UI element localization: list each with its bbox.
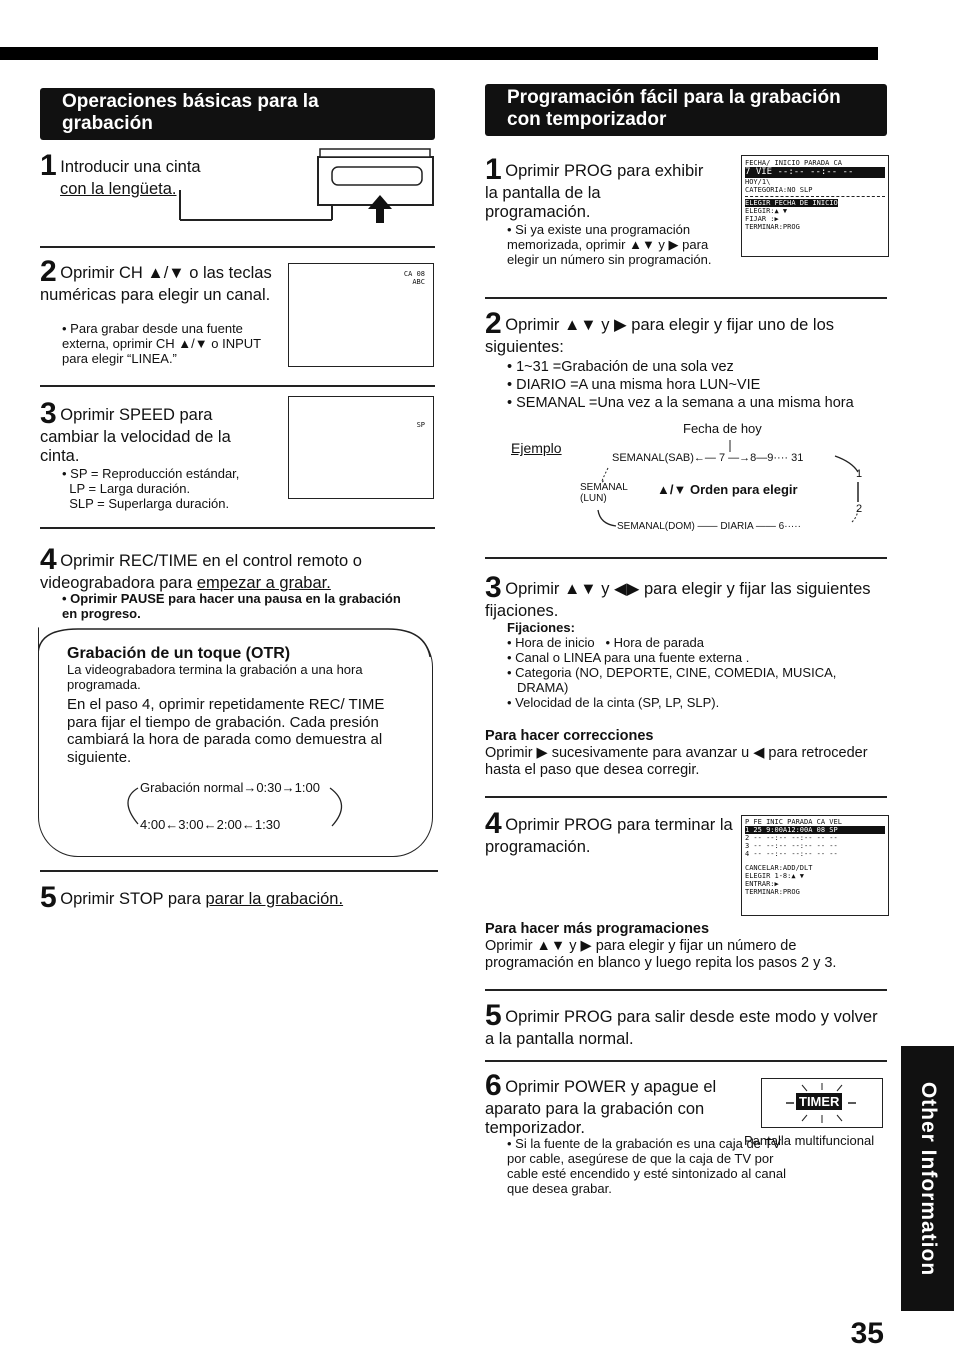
page-number: 35: [850, 1317, 884, 1350]
orden-label: ▲/▼ Orden para elegir: [657, 482, 798, 497]
divider: [485, 297, 887, 299]
divider: [40, 385, 435, 387]
section-side-tab: Other Information: [901, 1046, 954, 1311]
mas-programaciones-title: Para hacer más programaciones: [485, 921, 710, 937]
osd-program-list: P FE INIC PARADA CA VEL 1 25 9:00A12:00A 08 SP 2 -- --:-- --:-- -- -- 3 -- --:-- --:-- -- -- 4 -- --:-- --:-- -- -- CANCELAR:ADD/DLT ELEGIR 1-8:▲ ▼ ENTRAR:▶ TERMINAR:PROG: [741, 815, 889, 916]
otr-cycle-top: Grabación normal→0:30→1:00: [140, 780, 320, 795]
otr-cycle-bottom: 4:00←3:00←2:00←1:30: [140, 817, 281, 832]
cycle-2: 2: [856, 503, 863, 515]
display-caption: Pantalla multifuncional: [744, 1133, 875, 1148]
right-step-1: 1 Oprimir PROG para exhibir la pantalla de la programación.: [485, 153, 704, 221]
ejemplo-label: Ejemplo: [511, 440, 562, 456]
right-step-1-note: • Si ya existe una programación memorizada, oprimir ▲▼ y ▶ para elegir un número sin programación.: [507, 222, 712, 267]
right-step-3: 3 Oprimir ▲▼ y ◀▶ para elegir y fijar las siguientes fijaciones.: [485, 571, 871, 620]
right-step-5: 5 Oprimir PROG para salir desde este modo y volver a la pantalla normal.: [485, 999, 878, 1048]
example-cycle-bottom: SEMANAL(DOM) —— DIARIA —— 6·····: [617, 521, 801, 532]
divider: [485, 796, 887, 798]
timer-indicator-icon: TIMER: [796, 1093, 842, 1110]
mas-programaciones-text: Oprimir ▲▼ y ▶ para elegir y fijar un número de programación en blanco y luego repita los pasos 2 y 3.: [485, 938, 837, 971]
multifunction-display: [761, 1078, 883, 1128]
right-section-header: Programación fácil para la grabación con temporizador: [485, 84, 887, 136]
cycle-1: 1: [856, 468, 863, 480]
right-step-2-list: • 1~31 =Grabación de una sola vez • DIARIO =A una misma hora LUN~VIE • SEMANAL =Una vez a la semana a una misma hora: [507, 358, 897, 412]
otr-title: Grabación de un toque (OTR): [67, 645, 291, 662]
left-step-3: 3 Oprimir SPEED para cambiar la velocidad de la cinta.: [40, 397, 231, 465]
tv-screen-channel: CA 08 ABC: [288, 263, 434, 367]
left-step-1: 1 Introducir una cinta con la lengüeta.: [40, 149, 201, 198]
correcciones-title: Para hacer correcciones: [485, 728, 654, 744]
left-step-4: 4 Oprimir REC/TIME en el control remoto o videograbadora para empezar a grabar.: [40, 543, 362, 592]
divider: [485, 1060, 887, 1062]
top-rule: [0, 47, 878, 60]
fecha-hoy-label: Fecha de hoy: [683, 421, 762, 436]
otr-para-2: En el paso 4, oprimir repetidamente REC/ TIME para fijar el tiempo de grabación. Cada presión cambiará la hora de parada como demuestra al siguiente.: [67, 696, 385, 766]
semanal-lun: SEMANAL (LUN): [580, 482, 628, 504]
example-cycle-top: SEMANAL(SAB)←— 7 —→8—9···· 31: [612, 452, 804, 464]
osd-program-screen: FECHA/ INICIO PARADA CA 7 VIE --:-- --:-- -- HOY/1\ CATEGORIA:NO SLP ELEGIR FECHA DE INICIO ELEGIR:▲ ▼ FIJAR :▶ TERMINAR:PROG: [741, 155, 889, 257]
cassette-illustration: [170, 145, 440, 230]
divider: [40, 246, 435, 248]
tv-screen-speed: SP: [288, 396, 434, 499]
left-section-header: Operaciones básicas para la grabación: [40, 88, 435, 140]
right-step-2: 2 Oprimir ▲▼ y ▶ para elegir y fijar uno de los siguientes:: [485, 307, 834, 356]
divider: [485, 557, 887, 559]
left-step-5: 5 Oprimir STOP para parar la grabación.: [40, 881, 344, 914]
right-step-6: 6 Oprimir POWER y apague el aparato para la grabación con temporizador.: [485, 1069, 717, 1137]
left-step-4-note: • Oprimir PAUSE para hacer una pausa en la grabación en progreso.: [62, 591, 401, 621]
right-step-4: 4 Oprimir PROG para terminar la programación.: [485, 807, 733, 856]
example-cycle-arrows: [590, 438, 870, 538]
left-step-2-note: • Para grabar desde una fuente externa, oprimir CH ▲/▼ o INPUT para elegir “LINEA.”: [62, 321, 261, 366]
left-step-2: 2 Oprimir CH ▲/▼ o las teclas numéricas para elegir un canal.: [40, 255, 272, 304]
correcciones-text: Oprimir ▶ sucesivamente para avanzar u ◀ para retroceder hasta el paso que desea corregir.: [485, 745, 868, 778]
fijaciones-list: • Hora de inicio • Hora de parada • Canal o LINEA para una fuente externa . • Categoria (NO, DEPORTE, CINE, COMEDIA, MUSICA, DRAMA) • Velocidad de la cinta (SP, LP, SLP).: [507, 635, 837, 710]
right-step-6-note: • Si la fuente de la grabación es una caja de TV por cable, asegúrese de que la caja de TV por cable esté encendido y esté sintonizado al canal que desea grabar.: [507, 1136, 786, 1196]
otr-cycle-arrows: [116, 780, 366, 836]
fijaciones-title: Fijaciones:: [507, 620, 575, 635]
divider: [40, 527, 435, 529]
otr-para-1: La videograbadora termina la grabación a una hora programada.: [67, 662, 363, 692]
left-step-3-note: • SP = Reproducción estándar, LP = Larga duración. SLP = Superlarga duración.: [62, 466, 240, 511]
divider: [485, 989, 887, 991]
divider: [40, 870, 438, 872]
